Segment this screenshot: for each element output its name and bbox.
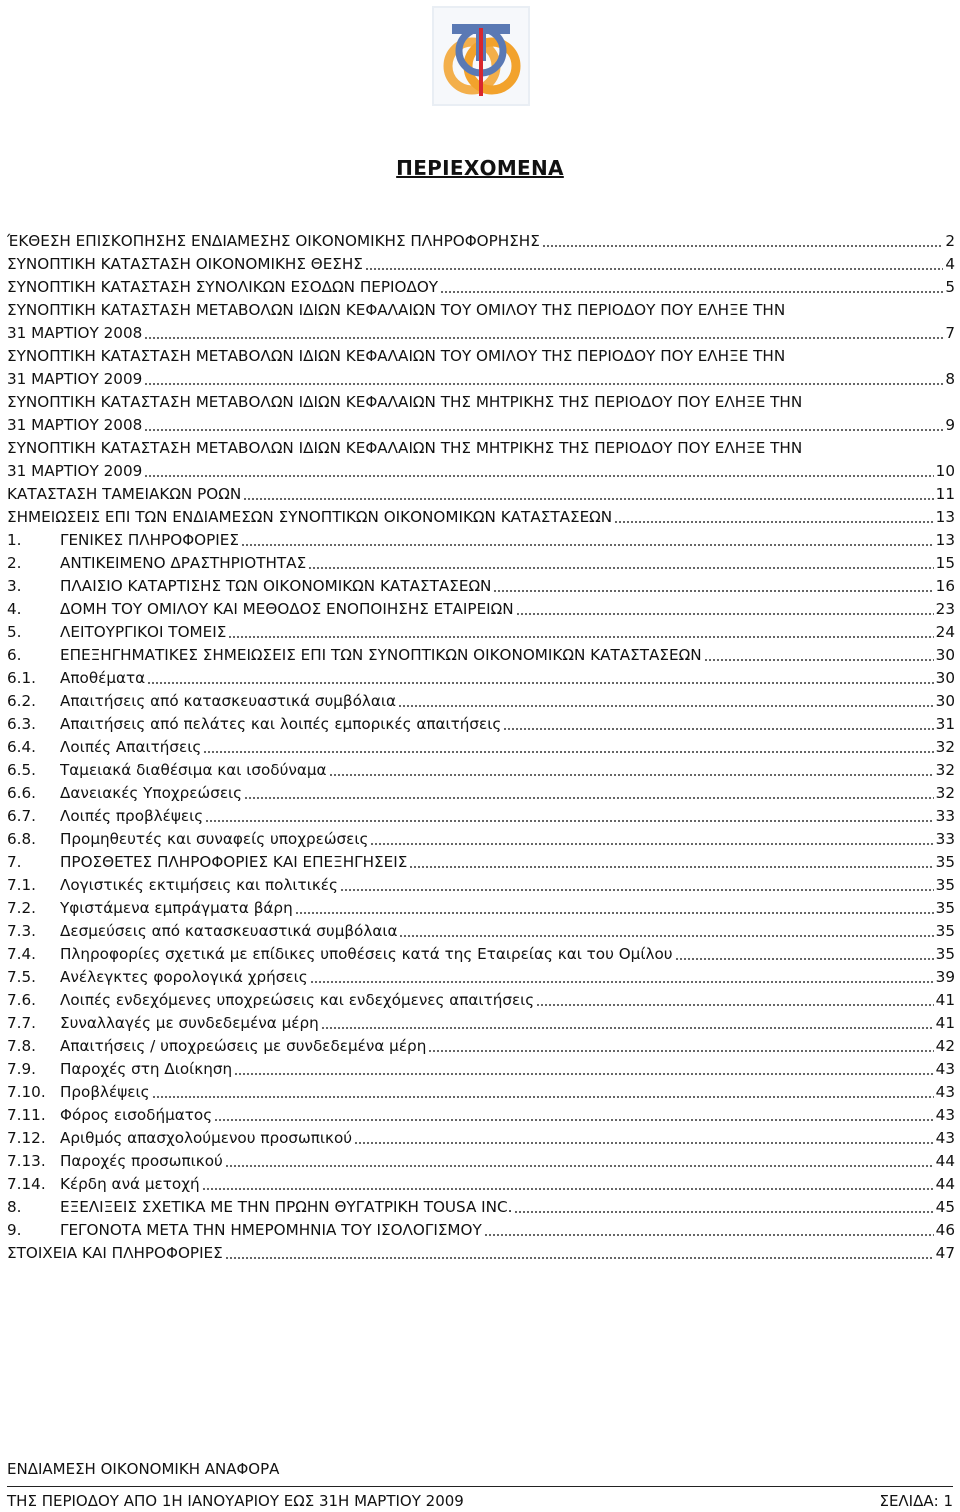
toc-entry-number: 7.11. (7, 1106, 46, 1124)
toc-dot-leader (205, 807, 934, 823)
toc-dot-leader (308, 554, 934, 570)
toc-entry[interactable] (7, 529, 955, 552)
toc-entry-title: ΣΥΝΟΠΤΙΚΗ ΚΑΤΑΣΤΑΣΗ ΜΕΤΑΒΟΛΩΝ ΙΔΙΩΝ ΚΕΦΑΛΑΙΩΝ ΤΟΥ ΟΜΙΛΟΥ ΤΗΣ ΠΕΡΙΟΔΟΥ ΠΟΥ ΕΛΗΞΕ ΤΗΝ (7, 347, 786, 365)
toc-entry[interactable] (7, 920, 955, 943)
toc-entry-number: 7.1. (7, 876, 36, 894)
toc-dot-leader (243, 485, 933, 501)
toc-entry-title: Υφιστάμενα εμπράγματα βάρη (60, 899, 293, 917)
footer-page-label: ΣΕΛΙΔΑ: 1 (879, 1492, 953, 1510)
toc-entry-page: 47 (935, 1244, 955, 1262)
toc-entry-title: ΈΚΘΕΣΗ ΕΠΙΣΚΟΠΗΣΗΣ ΕΝΔΙΑΜΕΣΗΣ ΟΙΚΟΝΟΜΙΚΗΣ ΠΛΗΡΟΦΟΡΗΣΗΣ (7, 232, 540, 250)
toc-entry-title: ΛΕΙΤΟΥΡΓΙΚΟΙ ΤΟΜΕΙΣ (60, 623, 227, 641)
toc-entry-title: Αποθέματα (60, 669, 146, 687)
toc-entry[interactable] (7, 943, 955, 966)
toc-entry-title: ΕΞΕΛΙΞΕΙΣ ΣΧΕΤΙΚΑ ΜΕ ΤΗΝ ΠΡΩΗΝ ΘΥΓΑΤΡΙΚΗ TOUSA INC. (60, 1198, 513, 1216)
toc-entry[interactable] (7, 437, 955, 460)
toc-dot-leader (675, 945, 934, 961)
toc-dot-leader (503, 715, 933, 731)
toc-entry-page: 30 (935, 692, 955, 710)
toc-entry-title: Κέρδη ανά μετοχή (60, 1175, 200, 1193)
toc-entry-title: ΣΗΜΕΙΩΣΕΙΣ ΕΠΙ ΤΩΝ ΕΝΔΙΑΜΕΣΩΝ ΣΥΝΟΠΤΙΚΩΝ ΟΙΚΟΝΟΜΙΚΩΝ ΚΑΤΑΣΤΑΣΕΩΝ (7, 508, 613, 526)
toc-dot-leader (241, 531, 934, 547)
toc-entry-title: ΣΥΝΟΠΤΙΚΗ ΚΑΤΑΣΤΑΣΗ ΟΙΚΟΝΟΜΙΚΗΣ ΘΕΣΗΣ (7, 255, 363, 273)
toc-entry-page: 44 (935, 1152, 955, 1170)
toc-entry-page: 43 (935, 1060, 955, 1078)
toc-entry-number: 3. (7, 577, 22, 595)
toc-entry-title: Λοιπές ενδεχόμενες υποχρεώσεις και ενδεχόμενες απαιτήσεις (60, 991, 535, 1009)
toc-entry[interactable] (7, 460, 955, 483)
toc-entry-page: 35 (935, 853, 955, 871)
toc-dot-leader (225, 1152, 934, 1168)
toc-entry-number: 4. (7, 600, 22, 618)
footer (7, 1460, 953, 1487)
toc-entry[interactable] (7, 506, 955, 529)
toc-entry-page: 46 (935, 1221, 955, 1239)
toc-entry-number: 7.8. (7, 1037, 36, 1055)
toc-entry-number: 7.12. (7, 1129, 46, 1147)
toc-entry-title: ΕΠΕΞΗΓΗΜΑΤΙΚΕΣ ΣΗΜΕΙΩΣΕΙΣ ΕΠΙ ΤΩΝ ΣΥΝΟΠΤΙΚΩΝ ΟΙΚΟΝΟΜΙΚΩΝ ΚΑΤΑΣΤΑΣΕΩΝ (60, 646, 702, 664)
toc-dot-leader (329, 761, 934, 777)
toc-entry-page: 8 (945, 370, 955, 388)
toc-entry[interactable] (7, 1035, 955, 1058)
toc-entry-title: Συναλλαγές με συνδεδεμένα μέρη (60, 1014, 319, 1032)
toc-dot-leader (202, 1175, 934, 1191)
toc-entry-page: 42 (935, 1037, 955, 1055)
toc-entry-page: 43 (935, 1083, 955, 1101)
toc-entry-title: ΣΥΝΟΠΤΙΚΗ ΚΑΤΑΣΤΑΣΗ ΜΕΤΑΒΟΛΩΝ ΙΔΙΩΝ ΚΕΦΑΛΑΙΩΝ ΤΗΣ ΜΗΤΡΙΚΗΣ ΤΗΣ ΠΕΡΙΟΔΟΥ ΠΟΥ ΕΛΗΞΕ ΤΗΝ (7, 439, 803, 457)
toc-entry[interactable] (7, 1104, 955, 1127)
toc-entry-title: Λοιπές προβλέψεις (60, 807, 204, 825)
toc-entry-page: 33 (935, 830, 955, 848)
footer-info (7, 1492, 953, 1510)
toc-entry-number: 6.7. (7, 807, 36, 825)
toc-dot-leader (144, 462, 933, 478)
toc-entry-page: 9 (945, 416, 955, 434)
toc-entry-title: Δανειακές Υποχρεώσεις (60, 784, 243, 802)
toc-entry[interactable] (7, 414, 955, 437)
toc-dot-leader (225, 1244, 934, 1260)
toc-dot-leader (514, 1198, 933, 1214)
toc-entry-number: 6.4. (7, 738, 36, 756)
toc-entry-title: Ανέλεγκτες φορολογικά χρήσεις (60, 968, 308, 986)
toc-entry-page: 44 (935, 1175, 955, 1193)
toc-entry-title: ΑΝΤΙΚΕΙΜΕΝΟ ΔΡΑΣΤΗΡΙΟΤΗΤΑΣ (60, 554, 307, 572)
toc-dot-leader (704, 646, 934, 662)
toc-dot-leader (144, 416, 943, 432)
toc-entry-title: Λοιπές Απαιτήσεις (60, 738, 202, 756)
toc-entry[interactable] (7, 713, 955, 736)
toc-entry-page: 13 (935, 508, 955, 526)
toc-entry-number: 5. (7, 623, 22, 641)
toc-entry-title: Προβλέψεις (60, 1083, 150, 1101)
toc-entry[interactable] (7, 966, 955, 989)
toc-entry-title: Προμηθευτές και συναφείς υποχρεώσεις (60, 830, 369, 848)
toc-entry-number: 6.8. (7, 830, 36, 848)
toc-entry[interactable] (7, 1242, 955, 1265)
toc-dot-leader (516, 600, 934, 616)
toc-entry-number: 7.2. (7, 899, 36, 917)
toc-entry-title: Δεσμεύσεις από κατασκευαστικά συμβόλαια (60, 922, 398, 940)
toc-dot-leader (493, 577, 933, 593)
page-title: ΠΕΡΙΕΧΟΜΕΝΑ (396, 156, 564, 180)
toc-dot-leader (354, 1129, 934, 1145)
toc-entry-page: 35 (935, 876, 955, 894)
toc-entry[interactable] (7, 1196, 955, 1219)
toc-entry-page: 7 (945, 324, 955, 342)
toc-dot-leader (234, 1060, 934, 1076)
toc-entry-page: 39 (935, 968, 955, 986)
toc-entry-number: 2. (7, 554, 22, 572)
toc-entry-title: Λογιστικές εκτιμήσεις και πολιτικές (60, 876, 338, 894)
toc-dot-leader (244, 784, 934, 800)
toc-entry-number: 7.6. (7, 991, 36, 1009)
toc-entry-title: ΣΥΝΟΠΤΙΚΗ ΚΑΤΑΣΤΑΣΗ ΜΕΤΑΒΟΛΩΝ ΙΔΙΩΝ ΚΕΦΑΛΑΙΩΝ ΤΟΥ ΟΜΙΛΟΥ ΤΗΣ ΠΕΡΙΟΔΟΥ ΠΟΥ ΕΛΗΞΕ ΤΗΝ (7, 301, 786, 319)
toc-entry-page: 41 (935, 991, 955, 1009)
toc-entry[interactable] (7, 782, 955, 805)
toc-entry-title: Απαιτήσεις από κατασκευαστικά συμβόλαια (60, 692, 397, 710)
toc-entry[interactable] (7, 391, 955, 414)
toc-entry[interactable] (7, 598, 955, 621)
toc-entry[interactable] (7, 897, 955, 920)
toc-entry-page: 2 (945, 232, 955, 250)
toc-entry[interactable] (7, 690, 955, 713)
toc-entry-title: Απαιτήσεις / υποχρεώσεις με συνδεδεμένα μέρη (60, 1037, 427, 1055)
toc-entry-page: 13 (935, 531, 955, 549)
toc-dot-leader (340, 876, 934, 892)
toc-entry[interactable] (7, 1150, 955, 1173)
toc-dot-leader (228, 623, 933, 639)
toc-entry-number: 7.5. (7, 968, 36, 986)
toc-entry-title: 31 ΜΑΡΤΙΟΥ 2009 (7, 370, 143, 388)
toc-entry-page: 33 (935, 807, 955, 825)
footer-title: ΕΝΔΙΑΜΕΣΗ ΟΙΚΟΝΟΜΙΚΗ ΑΝΑΦΟΡΑ (7, 1460, 280, 1478)
toc-entry-page: 24 (935, 623, 955, 641)
toc-entry-title: 31 ΜΑΡΤΙΟΥ 2009 (7, 462, 143, 480)
toc-entry-title: Αριθμός απασχολούμενου προσωπικού (60, 1129, 353, 1147)
toc-entry-title: Παροχές προσωπικού (60, 1152, 223, 1170)
toc-entry-title: 31 ΜΑΡΤΙΟΥ 2008 (7, 416, 143, 434)
toc-entry-page: 23 (935, 600, 955, 618)
toc-entry-number: 7.4. (7, 945, 36, 963)
toc-entry-page: 43 (935, 1129, 955, 1147)
toc-entry-page: 16 (935, 577, 955, 595)
toc-entry-number: 7.10. (7, 1083, 46, 1101)
toc-dot-leader (147, 669, 934, 685)
toc-dot-leader (409, 853, 933, 869)
toc-dot-leader (370, 830, 933, 846)
toc-entry-page: 35 (935, 899, 955, 917)
toc-entry-page: 32 (935, 784, 955, 802)
toc-dot-leader (614, 508, 934, 524)
company-logo (432, 6, 530, 106)
toc-entry-number: 6.6. (7, 784, 36, 802)
toc-dot-leader (440, 278, 943, 294)
toc-entry-page: 15 (935, 554, 955, 572)
toc-entry[interactable] (7, 345, 955, 368)
toc-entry[interactable] (7, 644, 955, 667)
toc-dot-leader (321, 1014, 934, 1030)
toc-entry-page: 10 (935, 462, 955, 480)
toc-entry-title: ΠΡΟΣΘΕΤΕΣ ΠΛΗΡΟΦΟΡΙΕΣ ΚΑΙ ΕΠΕΞΗΓΗΣΕΙΣ (60, 853, 408, 871)
toc-dot-leader (365, 255, 943, 271)
toc-entry[interactable] (7, 851, 955, 874)
toc-entry[interactable] (7, 1173, 955, 1196)
toc-entry-title: Ταμειακά διαθέσιμα και ισοδύναμα (60, 761, 327, 779)
toc-entry-number: 7.7. (7, 1014, 36, 1032)
toc-entry[interactable] (7, 621, 955, 644)
toc-entry[interactable] (7, 322, 955, 345)
toc-entry-page: 32 (935, 738, 955, 756)
toc-dot-leader (399, 922, 933, 938)
toc-entry-title: ΓΕΓΟΝΟΤΑ ΜΕΤΑ ΤΗΝ ΗΜΕΡΟΜΗΝΙΑ ΤΟΥ ΙΣΟΛΟΓΙΣΜΟΥ (60, 1221, 482, 1239)
toc-entry-number: 8. (7, 1198, 22, 1216)
toc-entry-page: 30 (935, 646, 955, 664)
toc-entry[interactable] (7, 1012, 955, 1035)
toc-entry-number: 6.2. (7, 692, 36, 710)
toc-dot-leader (484, 1221, 934, 1237)
toc-entry-title: ΓΕΝΙΚΕΣ ΠΛΗΡΟΦΟΡΙΕΣ (60, 531, 239, 549)
toc-entry-page: 30 (935, 669, 955, 687)
toc-entry-title: Απαιτήσεις από πελάτες και λοιπές εμπορικές απαιτήσεις (60, 715, 502, 733)
toc-entry[interactable] (7, 759, 955, 782)
toc-entry-number: 6.3. (7, 715, 36, 733)
toc-entry-title: Φόρος εισοδήματος (60, 1106, 213, 1124)
toc-entry-page: 43 (935, 1106, 955, 1124)
toc-dot-leader (203, 738, 933, 754)
toc-entry[interactable] (7, 552, 955, 575)
toc-entry[interactable] (7, 230, 955, 253)
toc-entry-page: 5 (945, 278, 955, 296)
toc-entry[interactable] (7, 874, 955, 897)
toc-entry-page: 32 (935, 761, 955, 779)
footer-period: ΤΗΣ ΠΕΡΙΟΔΟΥ ΑΠΟ 1Η ΙΑΝΟΥΑΡΙΟΥ ΕΩΣ 31Η ΜΑΡΤΙΟΥ 2009 (7, 1492, 464, 1510)
toc-entry-number: 7.3. (7, 922, 36, 940)
toc-entry[interactable] (7, 1127, 955, 1150)
toc-entry-number: 6.5. (7, 761, 36, 779)
toc-entry-title: ΚΑΤΑΣΤΑΣΗ ΤΑΜΕΙΑΚΩΝ ΡΟΩΝ (7, 485, 242, 503)
toc-dot-leader (542, 232, 944, 248)
toc-entry[interactable] (7, 575, 955, 598)
toc-entry-title: ΣΤΟΙΧΕΙΑ ΚΑΙ ΠΛΗΡΟΦΟΡΙΕΣ (7, 1244, 223, 1262)
toc-entry-page: 4 (945, 255, 955, 273)
toc-entry-number: 7. (7, 853, 22, 871)
toc-entry-page: 45 (935, 1198, 955, 1216)
table-of-contents (7, 230, 955, 1265)
toc-entry[interactable] (7, 736, 955, 759)
toc-entry[interactable] (7, 989, 955, 1012)
toc-dot-leader (295, 899, 934, 915)
toc-entry-title: Παροχές στη Διοίκηση (60, 1060, 233, 1078)
toc-entry[interactable] (7, 1081, 955, 1104)
toc-entry-title: ΔΟΜΗ ΤΟΥ ΟΜΙΛΟΥ ΚΑΙ ΜΕΘΟΔΟΣ ΕΝΟΠΟΙΗΣΗΣ ΕΤΑΙΡΕΙΩΝ (60, 600, 514, 618)
toc-entry[interactable] (7, 1058, 955, 1081)
toc-entry[interactable] (7, 299, 955, 322)
toc-entry-title: Πληροφορίες σχετικά με επίδικες υποθέσεις κατά της Εταιρείας και του Ομίλου (60, 945, 673, 963)
toc-entry-title: 31 ΜΑΡΤΙΟΥ 2008 (7, 324, 143, 342)
toc-dot-leader (214, 1106, 934, 1122)
toc-entry-number: 7.14. (7, 1175, 46, 1193)
toc-dot-leader (428, 1037, 933, 1053)
toc-entry[interactable] (7, 1219, 955, 1242)
toc-entry-number: 9. (7, 1221, 22, 1239)
toc-dot-leader (398, 692, 934, 708)
toc-dot-leader (536, 991, 933, 1007)
toc-entry-page: 11 (935, 485, 955, 503)
toc-entry-number: 6. (7, 646, 22, 664)
toc-dot-leader (152, 1083, 934, 1099)
toc-entry-page: 31 (935, 715, 955, 733)
toc-dot-leader (310, 968, 934, 984)
toc-entry-title: ΠΛΑΙΣΙΟ ΚΑΤΑΡΤΙΣΗΣ ΤΩΝ ΟΙΚΟΝΟΜΙΚΩΝ ΚΑΤΑΣΤΑΣΕΩΝ (60, 577, 492, 595)
toc-entry-title: ΣΥΝΟΠΤΙΚΗ ΚΑΤΑΣΤΑΣΗ ΣΥΝΟΛΙΚΩΝ ΕΣΟΔΩΝ ΠΕΡΙΟΔΟΥ (7, 278, 439, 296)
toc-entry-number: 7.9. (7, 1060, 36, 1078)
toc-entry-number: 1. (7, 531, 22, 549)
toc-entry-page: 35 (935, 922, 955, 940)
toc-entry-page: 35 (935, 945, 955, 963)
toc-entry[interactable] (7, 253, 955, 276)
toc-dot-leader (144, 324, 943, 340)
toc-entry[interactable] (7, 483, 955, 506)
toc-entry-number: 6.1. (7, 669, 36, 687)
toc-entry[interactable] (7, 276, 955, 299)
toc-entry[interactable] (7, 368, 955, 391)
toc-entry-page: 41 (935, 1014, 955, 1032)
toc-entry[interactable] (7, 667, 955, 690)
toc-entry-title: ΣΥΝΟΠΤΙΚΗ ΚΑΤΑΣΤΑΣΗ ΜΕΤΑΒΟΛΩΝ ΙΔΙΩΝ ΚΕΦΑΛΑΙΩΝ ΤΗΣ ΜΗΤΡΙΚΗΣ ΤΗΣ ΠΕΡΙΟΔΟΥ ΠΟΥ ΕΛΗΞΕ ΤΗΝ (7, 393, 803, 411)
toc-dot-leader (144, 370, 943, 386)
toc-entry-number: 7.13. (7, 1152, 46, 1170)
toc-entry[interactable] (7, 828, 955, 851)
toc-entry[interactable] (7, 805, 955, 828)
